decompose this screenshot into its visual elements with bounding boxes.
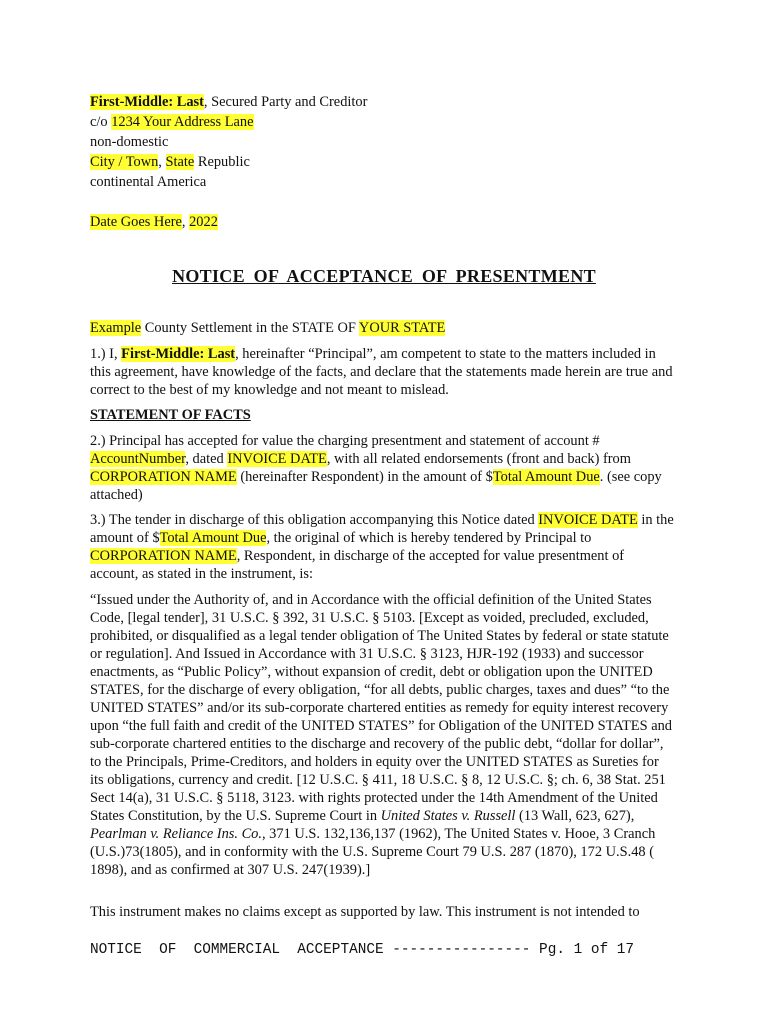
sender-role: , Secured Party and Creditor xyxy=(203,94,368,110)
sender-block xyxy=(90,93,675,231)
sender-state: State xyxy=(165,154,195,170)
settlement-example: Example xyxy=(90,320,142,336)
invoice-date-2: INVOICE DATE xyxy=(538,512,638,528)
p2-text-b: , dated xyxy=(185,451,228,467)
p1-text-b: , hereinafter “Principal”, am competent to state to the matters included in this agreement, have knowledge of the facts, and declare that the statements made herein are true and correct to the best of my knowledge and not meant to mislead. xyxy=(90,346,673,398)
paragraph-1 xyxy=(90,345,675,399)
p3-text-c: , the original of which is hereby tendered by Principal to xyxy=(266,530,592,546)
total-amount: Total Amount Due xyxy=(492,469,600,485)
principal-name: First-Middle: Last xyxy=(121,346,236,362)
case-russell: United States v. Russell xyxy=(380,808,516,824)
p2-text-d: (hereinafter Respondent) in the amount of $ xyxy=(236,469,493,485)
settlement-mid: County Settlement in the STATE OF xyxy=(141,320,359,336)
p1-text-a: 1.) I, xyxy=(90,346,122,362)
date-separator: , xyxy=(181,214,190,230)
corporation-name: CORPORATION NAME xyxy=(90,469,237,485)
settlement-line xyxy=(90,319,675,337)
non-domestic: non-domestic xyxy=(90,134,169,150)
p3-text-b: in the amount of $ xyxy=(90,512,674,546)
separator: , xyxy=(158,154,166,170)
sender-name: First-Middle: Last xyxy=(90,94,204,110)
settlement-your-state: YOUR STATE xyxy=(358,320,446,336)
continental: continental America xyxy=(90,174,207,190)
corporation-name-2: CORPORATION NAME xyxy=(90,548,237,564)
case-pearlman: Pearlman v. Reliance Ins. Co. xyxy=(90,826,262,842)
closing-paragraph: This instrument makes no claims except as supported by law. This instrument is not intended to xyxy=(90,904,640,920)
year: 2022 xyxy=(189,214,218,230)
p2-text-a: 2.) Principal has accepted for value the charging presentment and statement of account # xyxy=(90,433,600,449)
sender-city: City / Town xyxy=(90,154,159,170)
p2-text-e: . (see copy attached) xyxy=(90,469,662,503)
republic-text: Republic xyxy=(194,154,250,170)
p3-text-a: 3.) The tender in discharge of this obligation accompanying this Notice dated xyxy=(90,512,539,528)
quoted-instrument xyxy=(90,591,675,879)
quote-text-a: “Issued under the Authority of, and in Accordance with the official definition of the United States Code, [legal tender], 31 U.S.C. § 392, 31 U.S.C. § 5103. [Except as voided, precluded, excluded, prohibited, or disqualified as a legal tender obligation of The United States by federal or state statute or regulation]. And Issued in Accordance with 31 U.S.C. § 3123, HJR-192 (1933) and successor enactments, as “Public Policy”, without expansion of credit, debt or obligation upon the UNITED STATES, for the discharge of every obligation, “for all debts, public charges, taxes and dues” “to the UNITED STATES” and/or its sub-corporate chartered entities as remedy for equity interest recovery upon “the full faith and credit of the UNITED STATES” for Obligation of the UNITED STATES and sub-corporate chartered entities to the discharge and recovery of the public debt, “dollar for dollar”, to the Principals, Prime-Creditors, and holders in equity over the UNITED STATES as Sureties for its obligations, currency and credit. [12 U.S.C. § 411, 18 U.S.C. § 8, 12 U.S.C. §; ch. 6, 38 Stat. 251 Sect 14(a), 31 U.S.C. § 5118, 3123. with rights protected under the 14th Amendment of the United States Constitution, by the U.S. Supreme Court in xyxy=(90,592,672,824)
total-amount-2: Total Amount Due xyxy=(159,530,267,546)
sender-address: 1234 Your Address Lane xyxy=(111,114,254,130)
paragraph-2 xyxy=(90,432,675,504)
p2-text-c: , with all related endorsements (front and back) from xyxy=(326,451,631,467)
paragraph-3 xyxy=(90,511,675,583)
date-placeholder: Date Goes Here xyxy=(90,214,182,230)
quote-text-b: (13 Wall, 623, 627), xyxy=(515,808,635,824)
invoice-date: INVOICE DATE xyxy=(227,451,327,467)
p3-text-d: , Respondent, in discharge of the accepted for value presentment of account, as stated in the instrument, is: xyxy=(90,548,625,582)
co-prefix: c/o xyxy=(90,114,112,130)
document-title: NOTICE OF ACCEPTANCE OF PRESENTMENT xyxy=(172,266,596,286)
page-footer: NOTICE OF COMMERCIAL ACCEPTANCE ---------------- Pg. 1 of 17 xyxy=(90,942,635,958)
quote-text-c: , 371 U.S. 132,136,137 (1962), The United States v. Hooe, 3 Cranch (U.S.)73(1805), and in conformity with the U.S. Supreme Court 79 U.S. 287 (1870), 172 U.S.48 ( 1898), and as confirmed at 307 U.S. 247(1939).] xyxy=(90,826,656,878)
account-number: AccountNumber xyxy=(90,451,186,467)
facts-heading: STATEMENT OF FACTS xyxy=(90,407,251,423)
